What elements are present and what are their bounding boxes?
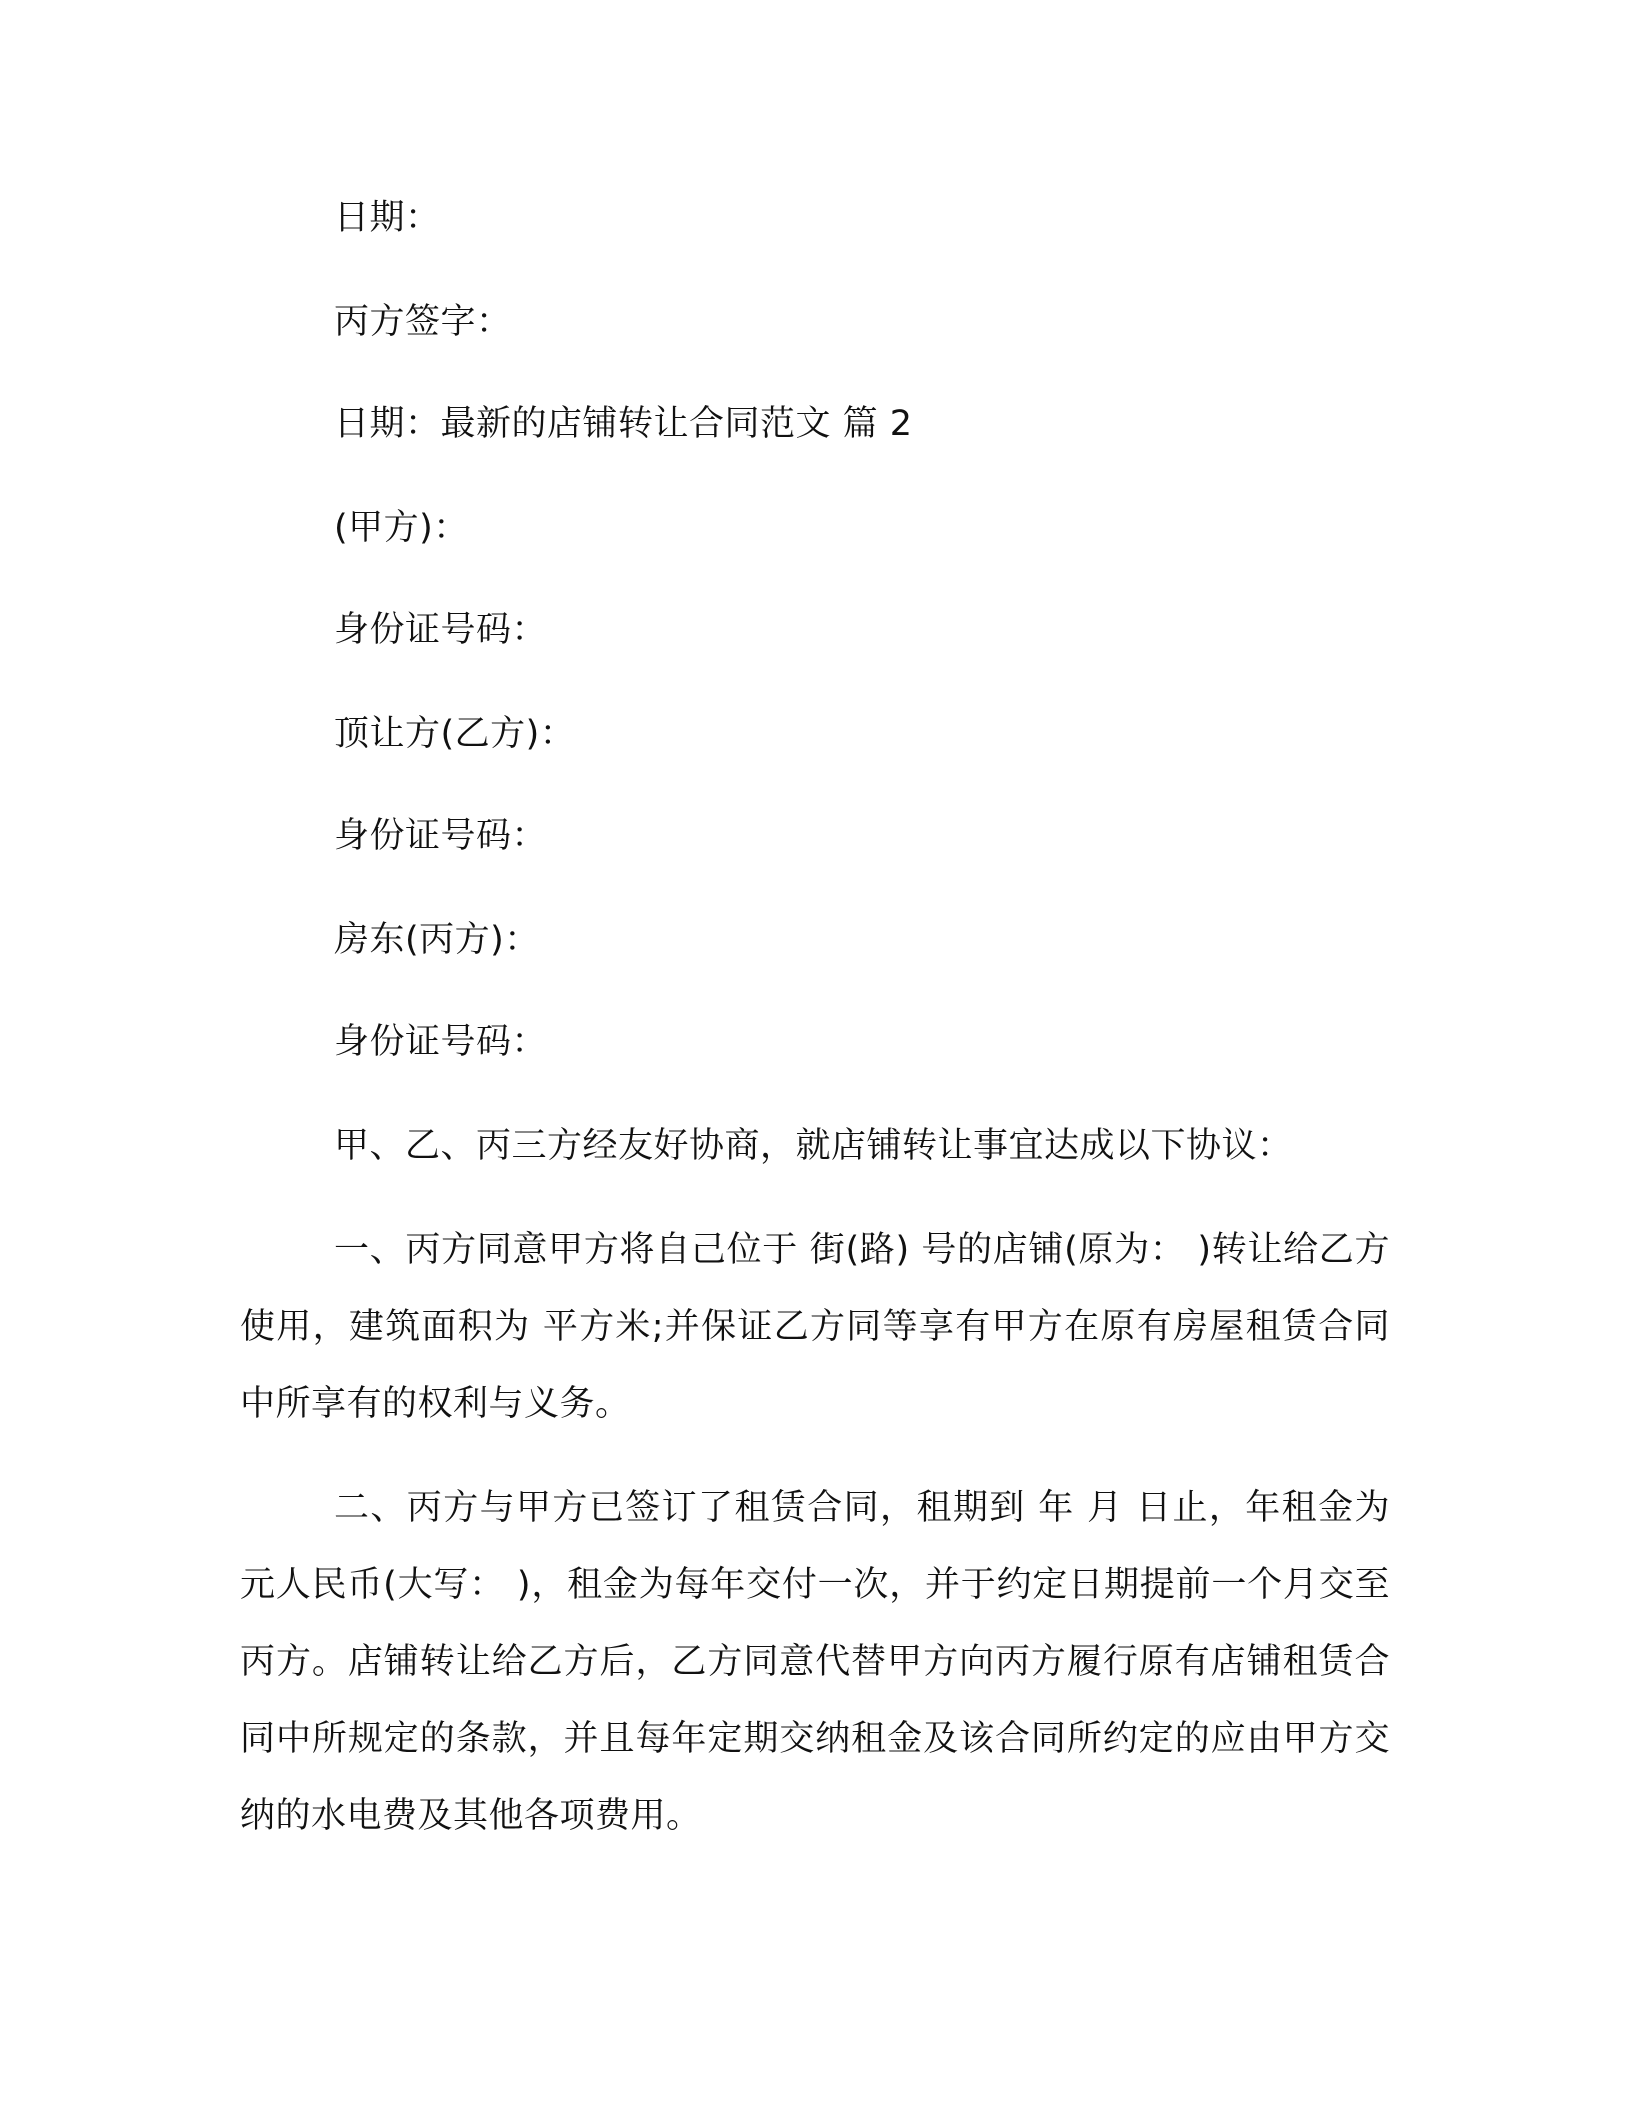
id-number-label-a: 身份证号码：: [334, 610, 548, 650]
date-title-line: 日期：最新的店铺转让合同范文 篇 2: [334, 404, 913, 444]
clause-two: 二、丙方与甲方已签订了租赁合同，租期到 年 月 日止，年租金为 元人民币(大写： )，租金为每年交付一次，并于约定日期提前一个月交至丙方。店铺转让给乙方后，乙方同意代替甲方向丙方履行原有店铺租赁合同中所规定的条款，并且每年定期交纳租金及该合同所约定的应由甲方交纳的水电费及其他各项费用。: [240, 1488, 1390, 1836]
date-label: 日期：: [334, 198, 441, 238]
party-c-signature-label: 丙方签字：: [334, 302, 512, 342]
id-number-label-c: 身份证号码：: [334, 1022, 548, 1062]
clause-one: 一、丙方同意甲方将自己位于 街(路) 号的店铺(原为： )转让给乙方使用，建筑面积为 平方米;并保证乙方同等享有甲方在原有房屋租赁合同中所享有的权利与义务。: [240, 1230, 1390, 1424]
party-b-label: 顶让方(乙方)：: [334, 714, 576, 754]
agreement-intro: 甲、乙、丙三方经友好协商，就店铺转让事宜达成以下协议：: [334, 1126, 1293, 1166]
landlord-label: 房东(丙方)：: [334, 920, 540, 960]
party-a-label: (甲方)：: [334, 508, 469, 548]
id-number-label-b: 身份证号码：: [334, 816, 548, 856]
